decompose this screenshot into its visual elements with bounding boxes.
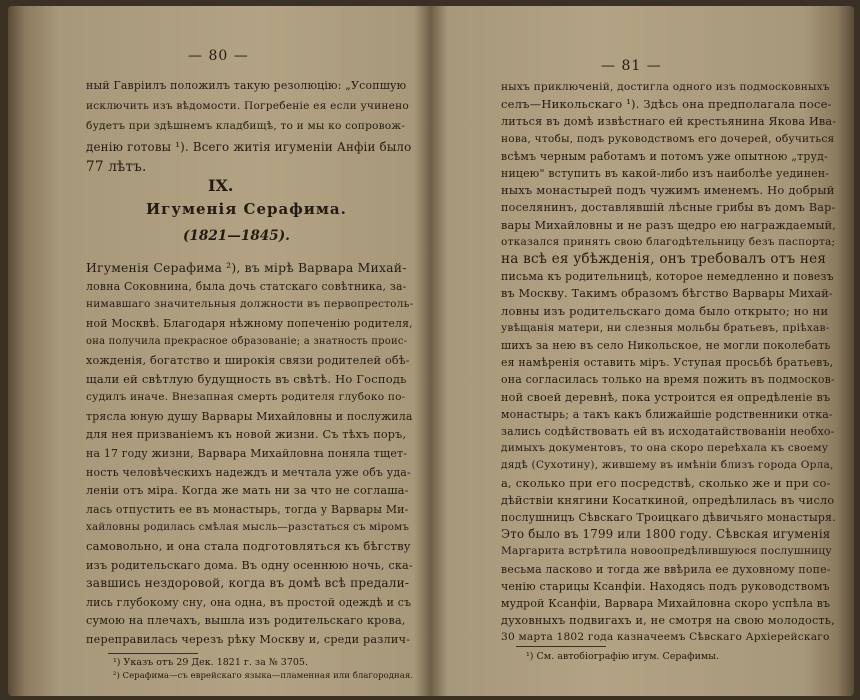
text-line: ной Москвѣ. Благодаря нѣжному попеченію родителя, bbox=[86, 316, 413, 330]
text-line: ный Гавріилъ положилъ такую резолюцію: „Усопшую bbox=[86, 79, 407, 92]
text-line: будетъ при здѣшнемъ кладбищѣ, то и мы ко сопровож- bbox=[86, 120, 406, 132]
left-page bbox=[8, 6, 431, 696]
text-line: послушницъ Сѣвскаго Троицкаго дѣвичьяго монастыря. bbox=[501, 511, 836, 524]
text-line: леніи отъ міра. Когда же мать ни за что не соглаша- bbox=[86, 484, 409, 498]
text-line: трясла юную душу Варвары Михайловны и послужила bbox=[86, 409, 413, 423]
text-line: дядѣ (Сухотину), жившему въ имѣніи близъ города Орла, bbox=[501, 459, 834, 472]
text-line: нова, чтобы, подъ руководствомъ его дочерей, обучиться bbox=[501, 132, 835, 145]
text-line: исключить изъ вѣдомости. Погребеніе ея если учинено bbox=[86, 99, 409, 112]
text-line: 77 лѣтъ. bbox=[86, 159, 147, 175]
text-line: ницею" вступить въ какой-либо изъ наиболѣе уединен- bbox=[501, 167, 830, 180]
text-line: на 17 году жизни, Варвара Михайловна поняла тщет- bbox=[86, 447, 408, 460]
text-line: Игуменія Серафима ²), въ мірѣ Варвара Михай- bbox=[86, 260, 407, 275]
text-line: Это было въ 1799 или 1800 году. Сѣвская игуменія bbox=[501, 527, 831, 542]
text-line: она получила прекрасное образованіе; а знатность проис- bbox=[86, 336, 408, 348]
text-line: литься въ домѣ извѣстнаго ей крестьянина Якова Ива- bbox=[501, 115, 837, 129]
text-line: самовольно, и она стала подготовляться къ бѣгству bbox=[86, 539, 411, 553]
page-number: — 81 — bbox=[601, 58, 662, 74]
text-line: селъ—Никольскаго ¹). Здѣсь она предполагала посе- bbox=[501, 97, 832, 112]
text-line: судилъ иначе. Внезапная смерть родителя глубоко по- bbox=[86, 391, 406, 404]
footnote-rule bbox=[108, 653, 198, 654]
text-line: ной своей деревнѣ, пока устроится ея опредѣленіе въ bbox=[501, 390, 831, 404]
footnote: ¹) Указъ отъ 29 Дек. 1821 г. за № 3705. bbox=[113, 657, 309, 668]
text-line: письма къ родительницѣ, которое немедленно и повезъ bbox=[501, 270, 834, 284]
text-line: щали ей свѣтлую будущность въ свѣтѣ. Но Господь bbox=[86, 371, 407, 386]
text-line: мудрой Ксанфіи, Варвара Михайловна скоро успѣла въ bbox=[501, 597, 831, 610]
text-line: духовныхъ подвигахъ и, не смотря на свою молодость, bbox=[501, 614, 835, 628]
text-line: ность человѣческихъ надеждъ и мечтала уже объ уда- bbox=[86, 465, 411, 479]
text-line: сумою на плечахъ, вышла изъ родительскаго крова, bbox=[86, 614, 406, 628]
text-line: лись глубокому сну, она одна, въ простой одеждѣ и съ bbox=[86, 595, 412, 609]
text-line: Маргарита встрѣтила новоопредѣлившуюся послушницу bbox=[501, 545, 832, 558]
section-title: Игуменія Серафима. bbox=[146, 200, 347, 218]
footnote-rule bbox=[516, 646, 606, 647]
book-spread bbox=[8, 6, 854, 696]
text-line: дѣйствіи княгини Косаткиной, опредѣлилась въ число bbox=[501, 493, 835, 507]
text-line: димыхъ документовъ, то она скоро переѣхала къ своему bbox=[501, 442, 829, 455]
text-line: изъ родительскаго дома. Въ одну осеннюю ночь, ска- bbox=[86, 558, 413, 572]
text-line: а, сколько при его посредствѣ, сколько же и при со- bbox=[501, 475, 831, 490]
text-line: на всѣ ея убѣжденія, онъ требовалъ отъ нея bbox=[501, 251, 827, 267]
text-line: ея намѣренія оставить міръ. Уступая просьбѣ братьевъ, bbox=[501, 356, 834, 370]
text-line: ловна Соковнина, была дочь статскаго совѣтника, за- bbox=[86, 279, 407, 293]
text-line: увѣщанія матери, ни слезныя мольбы братьевъ, пріѣхав- bbox=[501, 321, 830, 334]
text-line: зались содѣйствовать ей въ исходатайствованіи необхо- bbox=[501, 425, 835, 438]
text-line: монастырь; а такъ какъ ближайшіе родственники отка- bbox=[501, 407, 833, 421]
page-number: — 80 — bbox=[188, 48, 249, 64]
text-line: весьма ласково и тогда же ввѣрила ее духовному попе- bbox=[501, 562, 831, 576]
text-line: шихъ за нею въ село Никольское, не могли поколебать bbox=[501, 339, 831, 352]
text-line: ченію старицы Ксанфіи. Находясь подъ руководствомъ bbox=[501, 579, 830, 593]
text-line: ныхъ монастырей подъ чужимъ именемъ. Но добрый bbox=[501, 183, 835, 198]
right-page bbox=[431, 6, 854, 696]
text-line: она согласилась только на время пожить въ подмосков- bbox=[501, 373, 835, 387]
footnote: ¹) См. автобіографію игум. Серафимы. bbox=[526, 651, 719, 662]
text-line: хожденія, богатство и широкія связи родителей обѣ- bbox=[86, 354, 410, 367]
text-line: лась отпустить ее въ монастырь, тогда у Варвары Ми- bbox=[86, 502, 409, 516]
text-line: всѣмъ черным работамъ и потомъ уже опытною „труд- bbox=[501, 149, 828, 163]
text-line: отказался принять свою благодѣтельницу безъ паспорта; bbox=[501, 235, 836, 248]
text-line: въ Москву. Такимъ образомъ бѣгство Варвары Михай- bbox=[501, 287, 833, 301]
section-number: IX. bbox=[208, 176, 234, 195]
text-line: переправилась черезъ рѣку Москву и, среди различ- bbox=[86, 633, 411, 646]
text-line: хайловны родилась смѣлая мысль—разстаться съ міромъ bbox=[86, 521, 410, 534]
text-line: 30 марта 1802 года казначеемъ Сѣвскаго Архіерейскаго bbox=[501, 631, 830, 644]
footnote: ²) Серафима—съ еврейскаго языка—пламенная или благородная. bbox=[113, 671, 413, 681]
text-line: поселянинъ, доставлявшій лѣсные грибы въ домъ Вар- bbox=[501, 201, 836, 215]
text-line: ныхъ приключеній, достигла одного изъ подмосковныхъ bbox=[501, 81, 830, 93]
section-dates: (1821—1845). bbox=[183, 228, 290, 244]
text-line: ловны изъ родительскаго дома было открыто; но ни bbox=[501, 303, 829, 318]
text-line: завшись нездоровой, когда въ домѣ всѣ предали- bbox=[86, 576, 410, 591]
text-line: денію готовы ¹). Всего житія игуменіи Анфіи было bbox=[86, 139, 412, 154]
text-line: для нея призваніемъ къ новой жизни. Съ тѣхъ поръ, bbox=[86, 428, 407, 442]
text-line: нимавшаго значительныя должности въ первопрестоль- bbox=[86, 298, 414, 311]
text-line: вары Михайловны и не разъ щедро ею награждаемый, bbox=[501, 218, 837, 232]
